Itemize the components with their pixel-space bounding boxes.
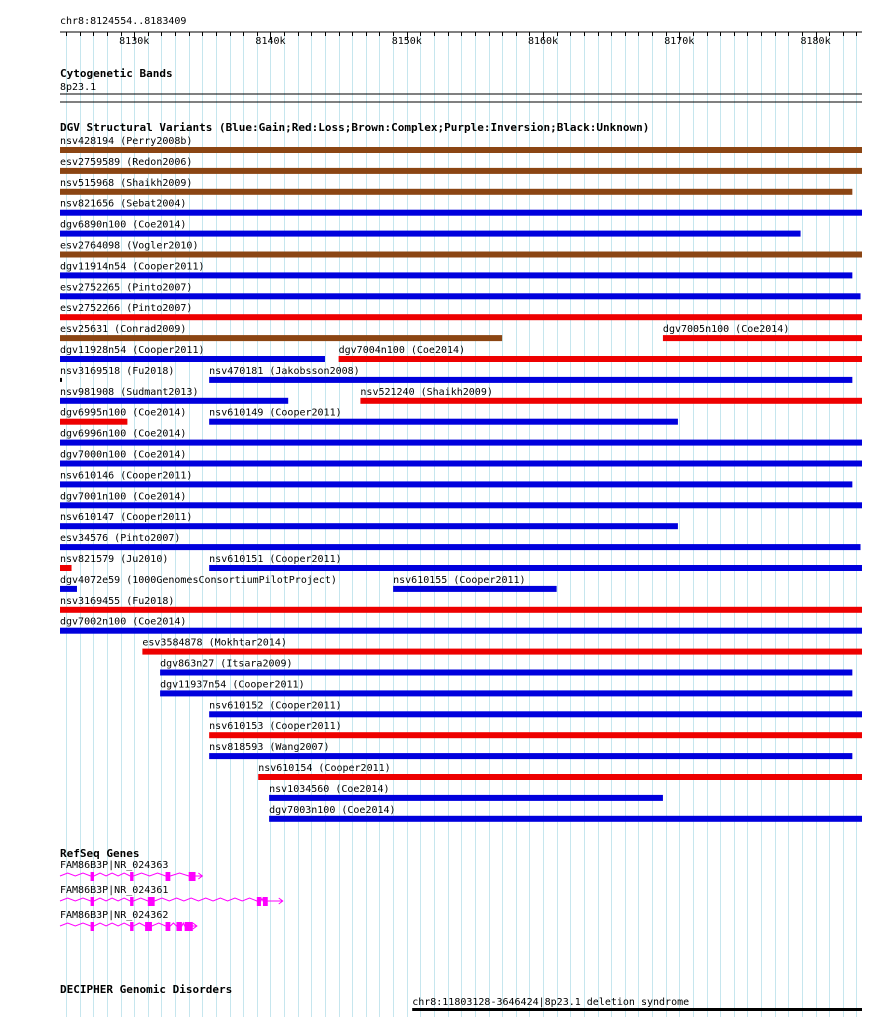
dgv-feature-label[interactable]: esv34576 (Pinto2007) — [60, 533, 181, 545]
dgv-feature[interactable] — [209, 554, 862, 571]
dgv-feature[interactable] — [160, 659, 852, 676]
gene-exon — [130, 872, 133, 881]
dgv-feature[interactable] — [60, 261, 852, 278]
dgv-feature-label[interactable]: nsv610153 (Cooper2011) — [209, 721, 342, 733]
dgv-feature-label[interactable]: dgv7003n100 (Coe2014) — [269, 804, 396, 816]
dgv-feature-bar[interactable] — [60, 293, 861, 299]
dgv-feature-label[interactable]: dgv7002n100 (Coe2014) — [60, 616, 187, 628]
dgv-feature-label[interactable]: dgv6995n100 (Coe2014) — [60, 407, 187, 419]
dgv-feature-bar[interactable] — [60, 231, 801, 237]
dgv-feature[interactable] — [60, 533, 861, 550]
refseq-genes — [60, 860, 283, 931]
cytoband-label: 8p23.1 — [60, 82, 97, 93]
dgv-feature-label[interactable]: dgv863n27 (Itsara2009) — [160, 658, 293, 670]
dgv-feature-label[interactable]: nsv610147 (Cooper2011) — [60, 512, 193, 524]
dgv-feature-bar[interactable] — [209, 711, 862, 717]
dgv-feature-bar[interactable] — [60, 461, 862, 467]
dgv-feature-label[interactable]: nsv981908 (Sudmant2013) — [60, 386, 199, 398]
dgv-feature[interactable] — [258, 763, 862, 780]
dgv-feature-bar[interactable] — [60, 252, 862, 258]
ruler-tick-label: 8140k — [255, 36, 286, 47]
dgv-feature-label[interactable]: nsv821579 (Ju2010) — [60, 554, 169, 565]
dgv-feature-label[interactable]: nsv515968 (Shaikh2009) — [60, 177, 193, 189]
dgv-track-title: DGV Structural Variants (Blue:Gain;Red:Loss;Brown:Complex;Purple:Inversion;Black:Unknown) — [60, 121, 650, 134]
dgv-feature[interactable] — [393, 575, 557, 592]
dgv-feature[interactable] — [269, 805, 862, 822]
dgv-feature[interactable] — [339, 345, 862, 362]
dgv-feature[interactable] — [60, 324, 502, 341]
dgv-feature[interactable] — [60, 178, 852, 195]
dgv-feature-label[interactable]: dgv4072e59 (1000GenomesConsortiumPilotProject) — [60, 574, 337, 586]
decipher-track-title: DECIPHER Genomic Disorders — [60, 983, 233, 996]
dgv-feature-label[interactable]: nsv818593 (Wang2007) — [209, 742, 330, 754]
ruler-tick-label: 8180k — [800, 36, 831, 47]
dgv-feature-label[interactable]: nsv1034560 (Coe2014) — [269, 783, 390, 795]
dgv-feature[interactable] — [60, 387, 288, 404]
dgv-feature-bar[interactable] — [60, 335, 502, 341]
dgv-feature-label[interactable]: dgv7000n100 (Coe2014) — [60, 449, 187, 461]
gene-exon — [91, 922, 94, 931]
dgv-feature-bar[interactable] — [160, 670, 852, 676]
dgv-feature-bar[interactable] — [60, 544, 861, 550]
dgv-feature-bar[interactable] — [160, 690, 852, 696]
refseq-gene-label[interactable]: FAM86B3P|NR_024363 — [60, 860, 169, 871]
coord-label: chr8:8124554..8183409 — [60, 16, 187, 27]
dgv-feature[interactable] — [663, 324, 862, 341]
refseq-gene-label[interactable]: FAM86B3P|NR_024361 — [60, 885, 169, 896]
dgv-feature[interactable] — [60, 345, 325, 362]
dgv-feature[interactable] — [60, 470, 852, 487]
refseq-gene[interactable] — [60, 860, 202, 881]
gene-exon — [257, 897, 261, 906]
dgv-feature[interactable] — [60, 408, 186, 425]
dgv-feature[interactable] — [209, 742, 852, 759]
dgv-feature-bar[interactable] — [60, 398, 288, 404]
dgv-feature-bar[interactable] — [60, 189, 852, 195]
gene-exon — [189, 872, 196, 881]
dgv-feature-label[interactable]: nsv821656 (Sebat2004) — [60, 198, 187, 210]
dgv-feature-bar[interactable] — [663, 335, 862, 341]
dgv-feature-label[interactable]: nsv521240 (Shaikh2009) — [360, 386, 493, 398]
dgv-feature[interactable] — [60, 220, 801, 237]
gene-exon — [166, 872, 171, 881]
dgv-feature-bar[interactable] — [60, 502, 862, 508]
gene-exon — [148, 897, 155, 906]
dgv-feature-label[interactable]: esv2752265 (Pinto2007) — [60, 282, 193, 294]
dgv-feature-label[interactable]: nsv428194 (Perry2008b) — [60, 136, 193, 147]
dgv-feature[interactable] — [60, 366, 174, 382]
dgv-feature-label[interactable]: dgv7005n100 (Coe2014) — [662, 324, 790, 336]
dgv-feature[interactable] — [60, 575, 337, 592]
dgv-feature-bar[interactable] — [360, 398, 862, 404]
dgv-feature-bar[interactable] — [60, 419, 127, 425]
dgv-feature-label[interactable]: dgv6890n100 (Coe2014) — [60, 219, 187, 231]
dgv-feature-bar[interactable] — [209, 565, 862, 571]
dgv-feature[interactable] — [160, 679, 852, 696]
refseq-track — [60, 847, 283, 931]
gene-exon — [91, 897, 94, 906]
dgv-feature-label[interactable]: esv3584878 (Mokhtar2014) — [142, 637, 287, 649]
dgv-feature-label[interactable]: nsv610151 (Cooper2011) — [209, 554, 342, 565]
dgv-feature-label[interactable]: dgv11928n54 (Cooper2011) — [60, 345, 205, 356]
dgv-feature-bar[interactable] — [60, 168, 862, 174]
dgv-feature-bar[interactable] — [209, 419, 678, 425]
dgv-feature-label[interactable]: nsv610152 (Cooper2011) — [209, 700, 342, 712]
gene-exon — [166, 922, 171, 931]
refseq-gene-label[interactable]: FAM86B3P|NR_024362 — [60, 910, 169, 921]
gene-exon — [185, 922, 193, 931]
dgv-feature[interactable] — [209, 721, 862, 738]
dgv-feature[interactable] — [60, 554, 168, 571]
dgv-feature-bar[interactable] — [209, 732, 862, 738]
cytoband-track-title: Cytogenetic Bands — [60, 67, 173, 80]
dgv-feature-label[interactable]: dgv11914n54 (Cooper2011) — [60, 261, 205, 273]
dgv-feature-bar[interactable] — [209, 753, 852, 759]
dgv-feature[interactable] — [60, 282, 861, 299]
dgv-feature-label[interactable]: esv25631 (Conrad2009) — [60, 324, 187, 336]
dgv-feature-bar[interactable] — [60, 607, 862, 613]
dgv-feature-bar[interactable] — [60, 523, 678, 529]
dgv-feature-bar[interactable] — [60, 314, 862, 320]
dgv-feature-bar[interactable] — [60, 481, 852, 487]
dgv-feature[interactable] — [209, 700, 862, 717]
dgv-feature-label[interactable]: dgv7001n100 (Coe2014) — [60, 491, 187, 503]
ruler-tick-label: 8160k — [527, 36, 559, 47]
gene-exon — [91, 872, 94, 881]
dgv-feature-bar[interactable] — [142, 649, 862, 655]
dgv-feature-label[interactable]: nsv3169455 (Fu2018) — [60, 595, 175, 607]
decipher-feature-bar[interactable] — [412, 1008, 862, 1011]
dgv-feature-label[interactable]: esv2759589 (Redon2006) — [60, 156, 193, 168]
dgv-feature-bar[interactable] — [209, 377, 852, 383]
gene-exon — [130, 897, 133, 906]
dgv-feature-label[interactable]: nsv610149 (Cooper2011) — [209, 407, 342, 419]
dgv-feature-label[interactable]: dgv11937n54 (Cooper2011) — [160, 679, 305, 691]
dgv-feature-bar[interactable] — [258, 774, 862, 780]
dgv-feature-label[interactable]: dgv7004n100 (Coe2014) — [338, 345, 466, 356]
dgv-feature-label[interactable]: esv2764098 (Vogler2010) — [60, 240, 199, 252]
dgv-feature-bar[interactable] — [269, 795, 663, 801]
dgv-feature[interactable] — [209, 366, 852, 383]
dgv-feature[interactable] — [209, 408, 678, 425]
dgv-feature-bar[interactable] — [60, 440, 862, 446]
dgv-feature-label[interactable]: esv2752266 (Pinto2007) — [60, 303, 193, 315]
dgv-feature[interactable] — [269, 784, 663, 801]
dgv-feature-label[interactable]: dgv6996n100 (Coe2014) — [60, 428, 187, 440]
dgv-feature-label[interactable]: nsv610146 (Cooper2011) — [60, 470, 193, 482]
dgv-feature-bar[interactable] — [60, 628, 862, 634]
dgv-feature-label[interactable]: nsv3169518 (Fu2018) — [60, 365, 175, 377]
dgv-feature-label[interactable]: nsv470181 (Jakobsson2008) — [209, 365, 360, 377]
dgv-feature-bar[interactable] — [269, 816, 862, 822]
dgv-feature-bar[interactable] — [60, 586, 77, 592]
dgv-feature-bar[interactable] — [60, 378, 62, 382]
ruler-tick-label: 8150k — [391, 36, 422, 47]
ruler-tick-label: 8130k — [119, 36, 150, 47]
dgv-feature-bar[interactable] — [60, 272, 852, 278]
decipher-feature-label[interactable]: chr8:11803128-3646424|8p23.1 deletion syndrome — [412, 997, 690, 1008]
dgv-feature-label[interactable]: nsv610154 (Cooper2011) — [258, 763, 391, 774]
dgv-feature-bar[interactable] — [60, 565, 72, 571]
gene-exon — [130, 922, 133, 931]
gene-exon — [176, 922, 181, 931]
dgv-feature-bar[interactable] — [339, 356, 862, 362]
ruler-tick-label: 8170k — [664, 36, 695, 47]
dgv-feature-bar[interactable] — [60, 356, 325, 362]
dgv-feature-bar[interactable] — [60, 147, 862, 153]
dgv-feature-bar[interactable] — [60, 210, 862, 216]
dgv-feature[interactable] — [60, 512, 678, 529]
refseq-track-title: RefSeq Genes — [60, 847, 140, 860]
gene-exon — [263, 897, 268, 906]
gene-exon — [145, 922, 152, 931]
refseq-gene[interactable] — [60, 885, 283, 906]
dgv-feature-label[interactable]: nsv610155 (Cooper2011) — [393, 574, 526, 586]
dgv-feature-bar[interactable] — [393, 586, 557, 592]
